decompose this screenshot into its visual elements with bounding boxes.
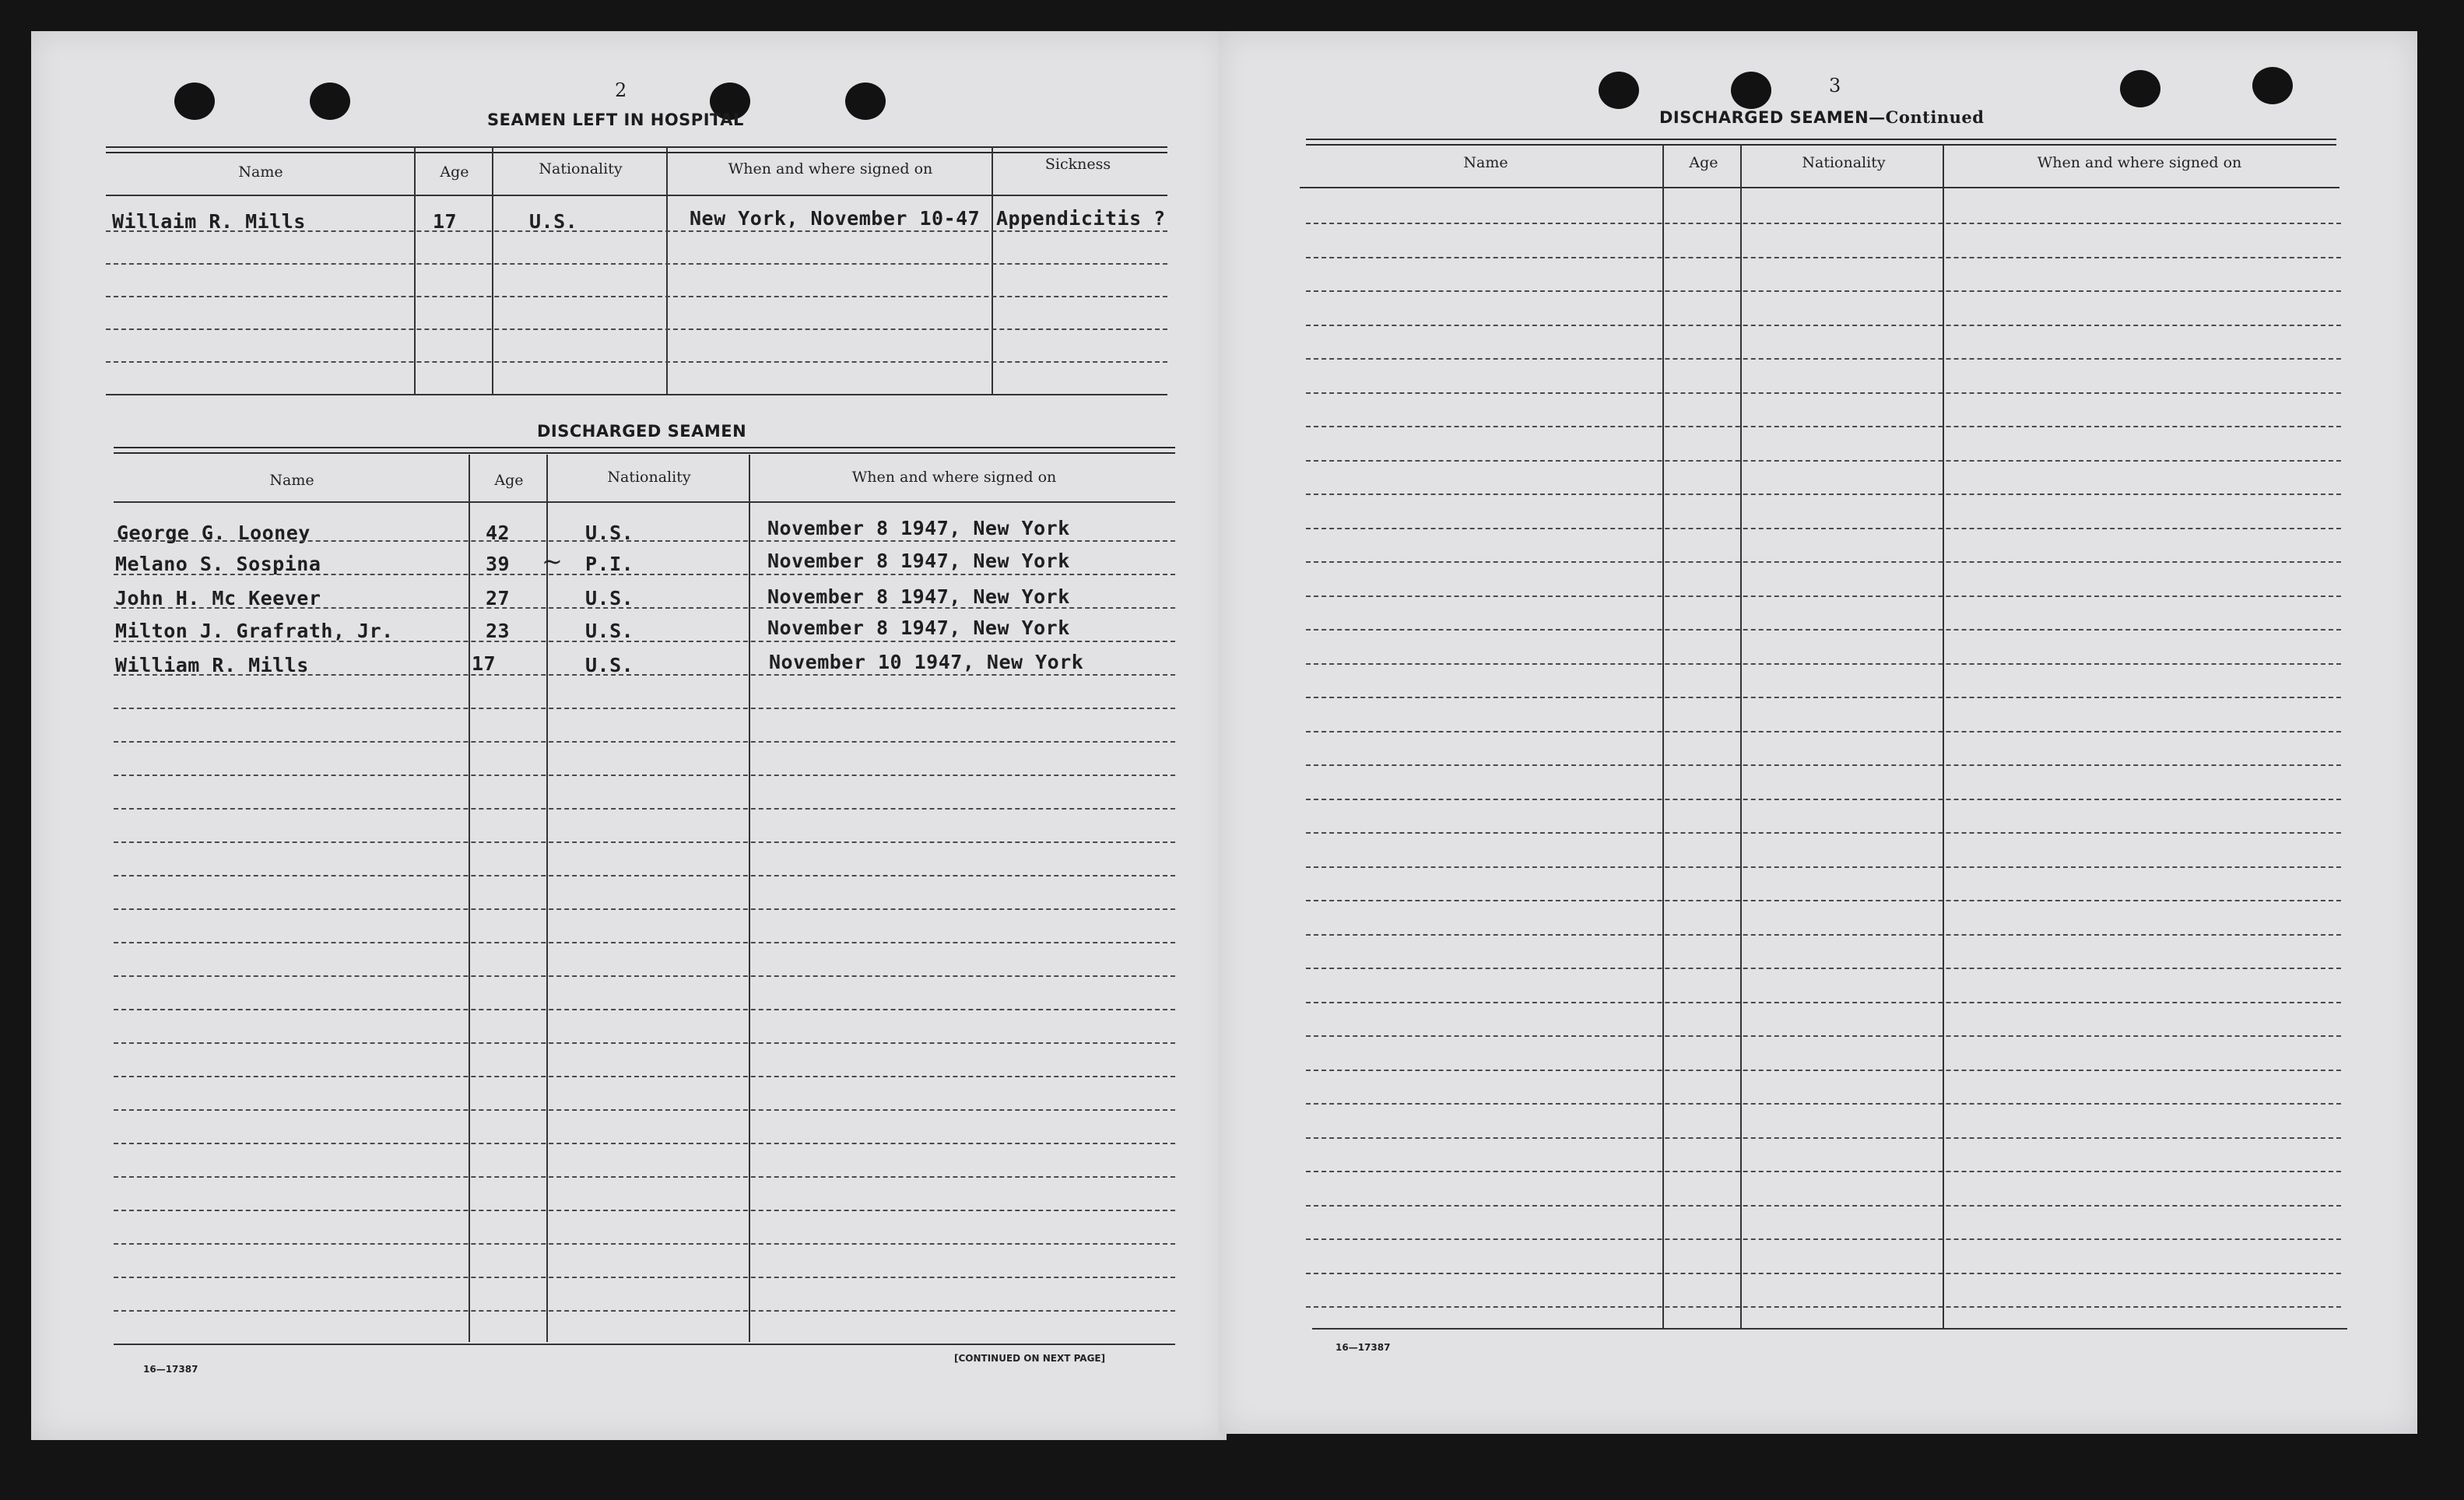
row-line bbox=[1306, 1070, 2341, 1071]
row-line bbox=[1306, 1171, 2341, 1172]
row-line bbox=[1306, 663, 2341, 665]
left-page bbox=[31, 31, 1227, 1440]
row-line bbox=[114, 1042, 1175, 1044]
checkmark: ~ bbox=[542, 546, 563, 576]
column-divider bbox=[1943, 145, 1944, 1328]
row-signed-on: November 8 1947, New York bbox=[767, 550, 1070, 572]
row-age: 42 bbox=[486, 522, 511, 544]
row-line bbox=[1306, 494, 2341, 495]
row-line bbox=[114, 741, 1175, 743]
row-line bbox=[114, 540, 1175, 542]
header-age: Age bbox=[1689, 154, 1718, 171]
row-line bbox=[1306, 358, 2341, 360]
row-line bbox=[1306, 1103, 2341, 1105]
row-line bbox=[114, 1109, 1175, 1111]
header-underline bbox=[114, 501, 1175, 503]
column-divider bbox=[546, 455, 548, 1342]
row-nationality: U.S. bbox=[585, 522, 634, 544]
header-name: Name bbox=[1463, 154, 1508, 171]
header-sickness: Sickness bbox=[1044, 156, 1111, 173]
row-signed-on: November 8 1947, New York bbox=[767, 585, 1070, 608]
row-line bbox=[1306, 1035, 2341, 1037]
table-top-rule bbox=[1306, 139, 2336, 146]
header-nationality: Nationality bbox=[1802, 154, 1886, 171]
row-line bbox=[114, 975, 1175, 977]
row-line bbox=[114, 1176, 1175, 1178]
row-line bbox=[1306, 1205, 2341, 1207]
continued-note: [CONTINUED ON NEXT PAGE] bbox=[954, 1353, 1106, 1364]
row-line bbox=[1306, 968, 2341, 969]
row-line bbox=[1306, 223, 2341, 224]
row-name: George G. Looney bbox=[117, 522, 311, 544]
row-sickness: Appendicitis ? bbox=[996, 207, 1166, 230]
header-name: Name bbox=[269, 472, 314, 489]
row-line bbox=[114, 1210, 1175, 1211]
row-line bbox=[1306, 325, 2341, 326]
row-line bbox=[114, 574, 1175, 575]
row-line bbox=[114, 1277, 1175, 1278]
row-line bbox=[1306, 392, 2341, 394]
row-line bbox=[106, 230, 1167, 232]
page-number: 3 bbox=[1829, 75, 1841, 97]
header-nationality: Nationality bbox=[539, 160, 623, 177]
row-nationality: P.I. bbox=[585, 553, 634, 575]
row-line bbox=[114, 708, 1175, 709]
row-line bbox=[1306, 561, 2341, 563]
punch-hole bbox=[310, 83, 350, 120]
right-page bbox=[1219, 31, 2417, 1434]
row-name: William R. Mills bbox=[115, 654, 309, 676]
row-nationality: U.S. bbox=[585, 654, 634, 676]
form-number: 16—17387 bbox=[1336, 1342, 1391, 1353]
header-signed-on: When and where signed on bbox=[851, 469, 1057, 486]
column-divider bbox=[1740, 145, 1742, 1328]
row-age: 23 bbox=[486, 620, 511, 642]
row-nationality: U.S. bbox=[585, 620, 634, 642]
row-line bbox=[1306, 697, 2341, 698]
page-title-main: DISCHARGED SEAMEN bbox=[1659, 108, 1869, 127]
row-line bbox=[114, 1009, 1175, 1010]
row-line bbox=[114, 875, 1175, 876]
row-line bbox=[106, 328, 1167, 330]
row-line bbox=[114, 841, 1175, 843]
row-line bbox=[114, 607, 1175, 609]
table-bottom-rule bbox=[106, 394, 1167, 395]
row-age: 17 bbox=[472, 652, 497, 675]
punch-hole bbox=[1599, 72, 1639, 109]
row-line bbox=[1306, 257, 2341, 258]
row-age: 39 bbox=[486, 553, 511, 575]
row-nationality: U.S. bbox=[585, 587, 634, 609]
row-line bbox=[1306, 934, 2341, 936]
table-bottom-rule bbox=[1312, 1328, 2347, 1330]
punch-hole bbox=[1731, 72, 1771, 109]
row-line bbox=[1306, 764, 2341, 766]
row-line bbox=[1306, 731, 2341, 732]
row-line bbox=[1306, 1002, 2341, 1003]
row-line bbox=[114, 1310, 1175, 1312]
row-line bbox=[114, 641, 1175, 642]
table-bottom-rule bbox=[114, 1344, 1175, 1345]
row-line bbox=[1306, 528, 2341, 529]
page-number: 2 bbox=[615, 79, 627, 101]
punch-hole bbox=[2252, 67, 2293, 104]
header-signed-on: When and where signed on bbox=[728, 160, 933, 177]
row-line bbox=[114, 1076, 1175, 1077]
header-signed-on: When and where signed on bbox=[2037, 154, 2242, 171]
row-signed-on: November 8 1947, New York bbox=[767, 517, 1070, 539]
row-name: Melano S. Sospina bbox=[115, 553, 321, 575]
header-name: Name bbox=[238, 163, 283, 181]
punch-hole bbox=[2120, 70, 2160, 107]
column-divider bbox=[469, 455, 470, 1342]
page-title bbox=[1659, 107, 1984, 127]
row-line bbox=[1306, 595, 2341, 597]
row-line bbox=[114, 674, 1175, 676]
row-name: Milton J. Grafrath, Jr. bbox=[115, 620, 394, 642]
header-underline bbox=[1300, 187, 2339, 188]
column-divider bbox=[492, 146, 493, 395]
row-line bbox=[114, 1243, 1175, 1245]
discharged-section-title: DISCHARGED SEAMEN bbox=[537, 422, 747, 441]
column-divider bbox=[992, 146, 993, 395]
punch-hole bbox=[174, 83, 215, 120]
row-line bbox=[106, 263, 1167, 265]
table-top-rule bbox=[114, 447, 1175, 454]
page-title-suffix: —Continued bbox=[1869, 107, 1985, 127]
row-line bbox=[1306, 832, 2341, 834]
row-line bbox=[1306, 900, 2341, 901]
row-line bbox=[1306, 629, 2341, 631]
punch-hole bbox=[845, 83, 886, 120]
row-line bbox=[114, 808, 1175, 810]
hospital-section-title: SEAMEN LEFT IN HOSPITAL bbox=[487, 111, 744, 129]
row-line bbox=[1306, 1306, 2341, 1308]
row-signed-on: November 10 1947, New York bbox=[769, 651, 1084, 673]
form-number: 16—17387 bbox=[143, 1364, 198, 1375]
column-divider bbox=[414, 146, 416, 395]
row-line bbox=[1306, 1273, 2341, 1274]
row-line bbox=[1306, 1137, 2341, 1139]
header-underline bbox=[106, 195, 1167, 196]
row-line bbox=[1306, 1238, 2341, 1240]
row-signed-on: November 8 1947, New York bbox=[767, 617, 1070, 639]
column-divider bbox=[1662, 145, 1664, 1328]
header-nationality: Nationality bbox=[607, 469, 691, 486]
row-line bbox=[1306, 290, 2341, 292]
row-name: John H. Mc Keever bbox=[115, 587, 321, 609]
table-top-rule bbox=[106, 146, 1167, 153]
row-line bbox=[114, 942, 1175, 943]
row-age: 27 bbox=[486, 587, 511, 609]
row-line bbox=[114, 908, 1175, 910]
row-line bbox=[106, 361, 1167, 363]
row-signed-on: New York, November 10-47 bbox=[690, 207, 981, 230]
row-line bbox=[1306, 866, 2341, 868]
row-line bbox=[1306, 460, 2341, 462]
row-age: 17 bbox=[433, 210, 458, 233]
row-line bbox=[106, 296, 1167, 297]
row-line bbox=[114, 1143, 1175, 1144]
header-age: Age bbox=[494, 472, 524, 489]
row-line bbox=[1306, 799, 2341, 800]
row-line bbox=[1306, 426, 2341, 427]
row-nationality: U.S. bbox=[529, 210, 578, 233]
column-divider bbox=[749, 455, 750, 1342]
row-name: Willaim R. Mills bbox=[112, 210, 306, 233]
row-line bbox=[114, 775, 1175, 776]
header-age: Age bbox=[440, 163, 469, 181]
column-divider bbox=[666, 146, 668, 395]
